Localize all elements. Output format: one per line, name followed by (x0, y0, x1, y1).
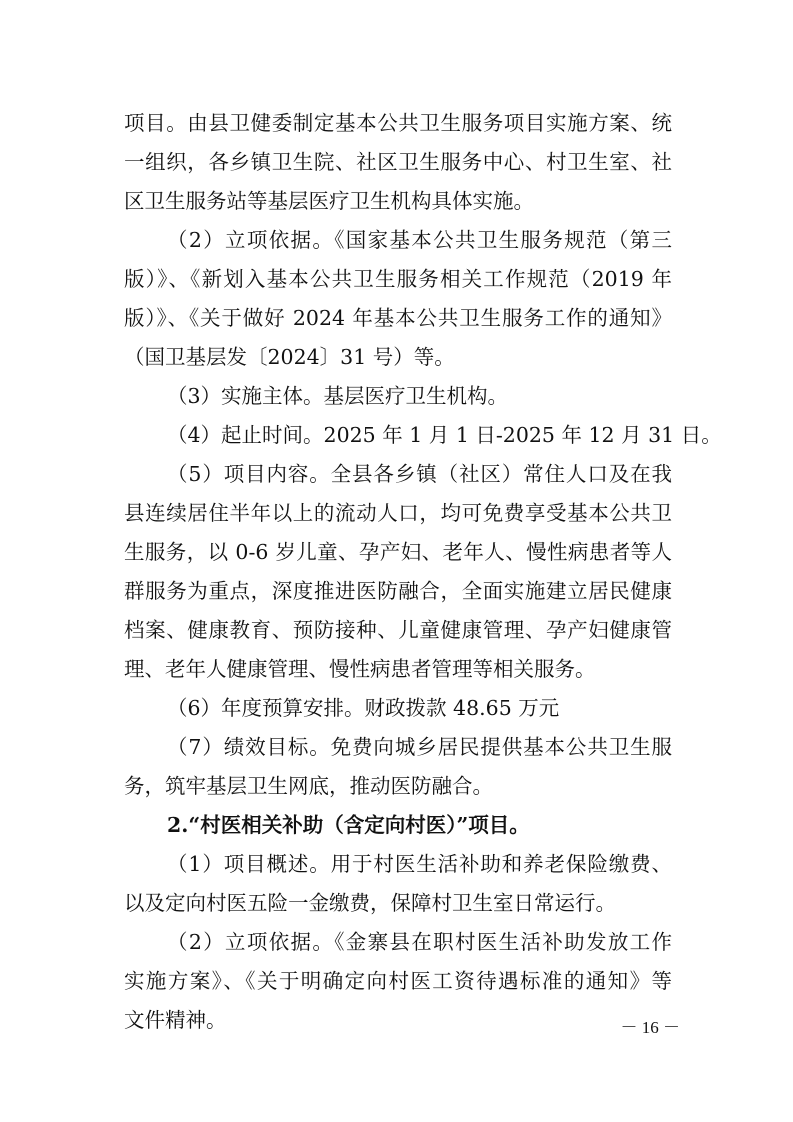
paragraph-line: （1）项目概述。用于村医生活补助和养老保险缴费、 (167, 852, 672, 876)
paragraph-line: 务，筑牢基层卫生网底，推动医防融合。 (124, 774, 493, 798)
paragraph-line: （5）项目内容。全县各乡镇（社区）常住人口及在我 (167, 462, 672, 486)
paragraph-line: （2）立项依据。《金寨县在职村医生活补助发放工作 (167, 930, 672, 954)
paragraph-line: 版）》、《关于做好 2024 年基本公共卫生服务工作的通知》 (124, 306, 672, 330)
paragraph-line: 生服务，以 0-6 岁儿童、孕产妇、老年人、慢性病患者等人 (124, 540, 672, 564)
paragraph-line: （2）立项依据。《国家基本公共卫生服务规范（第三 (167, 228, 672, 252)
paragraph-line: （6）年度预算安排。财政拨款 48.65 万元 (167, 696, 560, 720)
paragraph-line: （国卫基层发〔2024〕31 号）等。 (124, 345, 455, 369)
page-number: － 16 － (620, 1018, 680, 1037)
paragraph-line: 区卫生服务站等基层医疗卫生机构具体实施。 (124, 189, 534, 213)
paragraph-line: 群服务为重点，深度推进医防融合，全面实施建立居民健康 (124, 579, 672, 603)
paragraph-line: 以及定向村医五险一金缴费，保障村卫生室日常运行。 (124, 891, 616, 915)
paragraph-line: 版）》、《新划入基本公共卫生服务相关工作规范（2019 年 (124, 267, 672, 291)
paragraph-line: 项目。由县卫健委制定基本公共卫生服务项目实施方案、统 (124, 111, 672, 135)
paragraph-line: （3）实施主体。基层医疗卫生机构。 (167, 384, 509, 408)
section-heading: 2.“村医相关补助（含定向村医）”项目。 (167, 813, 530, 837)
paragraph-line: 县连续居住半年以上的流动人口，均可免费享受基本公共卫 (124, 501, 672, 525)
paragraph-line: 档案、健康教育、预防接种、儿童健康管理、孕产妇健康管 (124, 618, 672, 642)
paragraph-line: 一组织，各乡镇卫生院、社区卫生服务中心、村卫生室、社 (124, 150, 672, 174)
paragraph-line: （7）绩效目标。免费向城乡居民提供基本公共卫生服 (167, 735, 672, 759)
paragraph-line: （4）起止时间。2025 年 1 月 1 日-2025 年 12 月 31 日。 (167, 423, 722, 447)
paragraph-line: 理、老年人健康管理、慢性病患者管理等相关服务。 (124, 657, 596, 681)
paragraph-line: 文件精神。 (124, 1008, 227, 1032)
paragraph-line: 实施方案》、《关于明确定向村医工资待遇标准的通知》等 (124, 969, 672, 993)
